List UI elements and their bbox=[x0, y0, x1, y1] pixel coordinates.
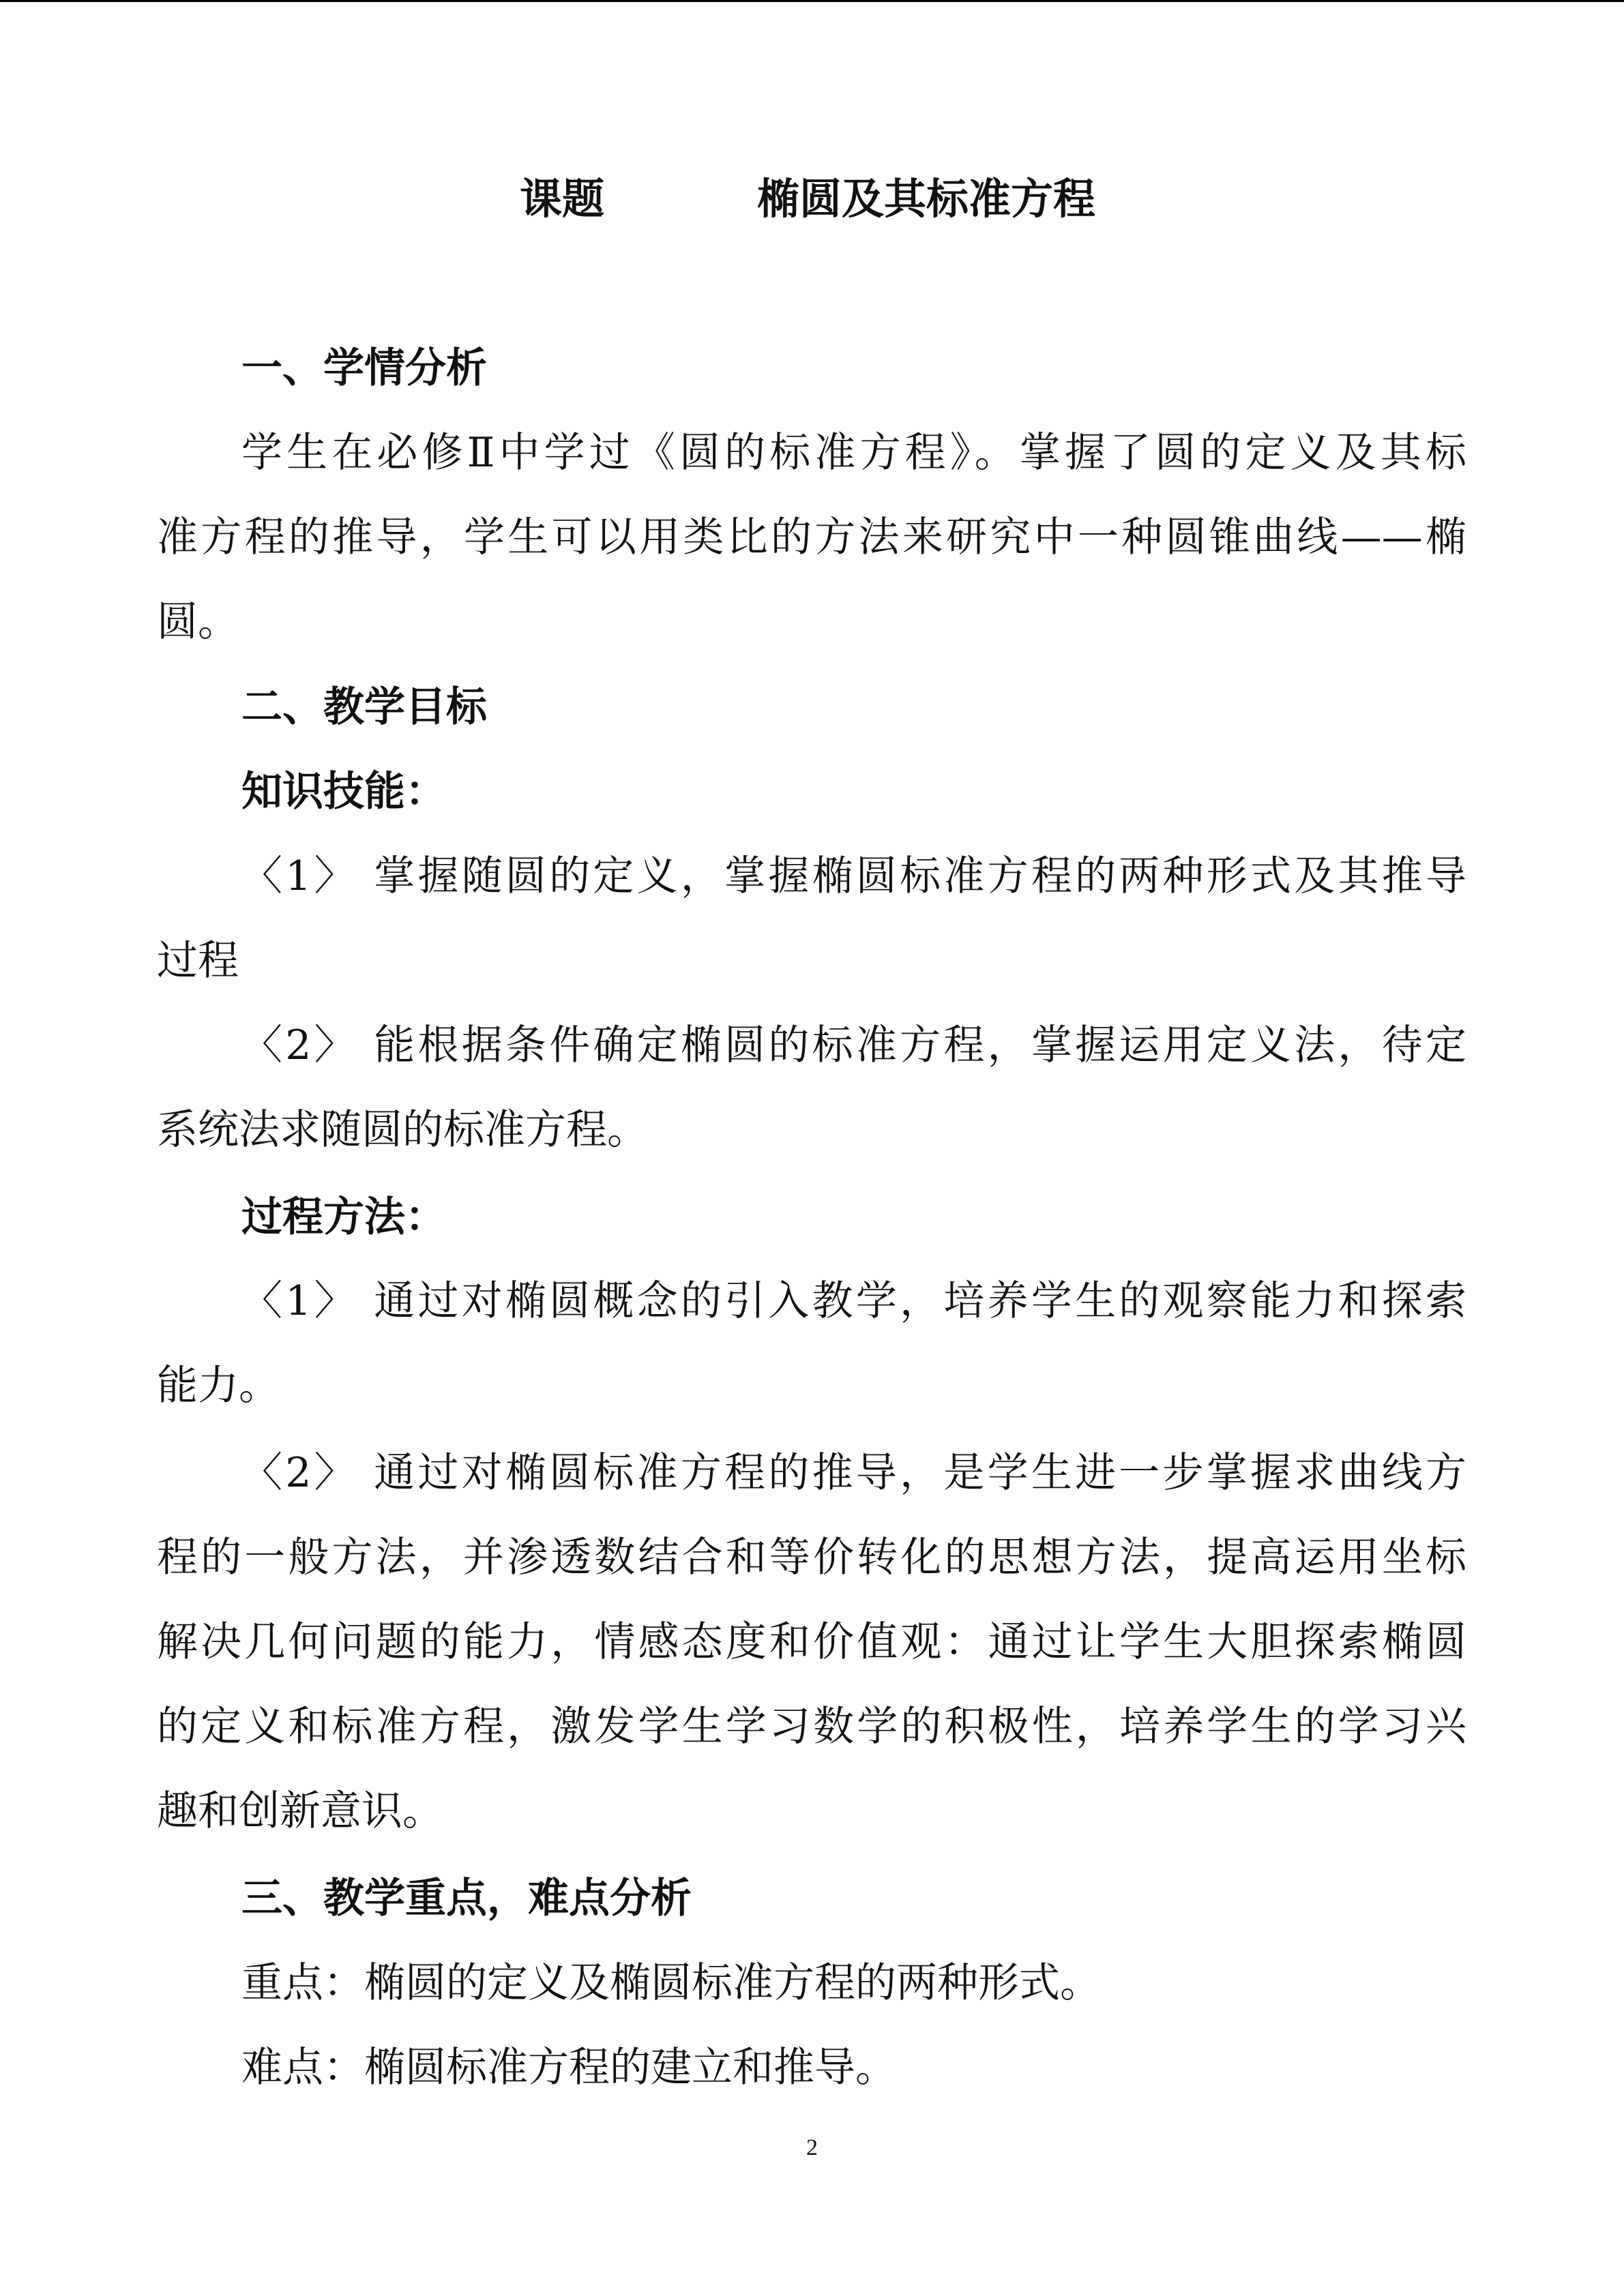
list-item-line: 能力。 bbox=[157, 1362, 280, 1410]
document-title bbox=[157, 158, 1466, 240]
list-item-line: 〈2〉 能根据条件确定椭圆的标准方程，掌握运用定义法，待定 bbox=[241, 1022, 1466, 1069]
list-item-line: 程的一般方法，并渗透数结合和等价转化的思想方法，提高运用坐标 bbox=[157, 1534, 1466, 1581]
list-item-line: 趣和创新意识。 bbox=[157, 1787, 443, 1835]
list-item-line: 过程 bbox=[157, 937, 239, 985]
subheading-process: 过程方法： bbox=[241, 1193, 446, 1241]
list-item-line: 系统法求随圆的标准方程。 bbox=[157, 1106, 648, 1154]
paragraph-line: 圆。 bbox=[157, 598, 239, 646]
list-item-line: 解决几何问题的能力，情感态度和价值观：通过让学生大胆探索椭圆 bbox=[157, 1618, 1466, 1666]
key-point-line: 重点：椭圆的定义及椭圆标准方程的两种形式。 bbox=[241, 1959, 1101, 2007]
page-number: 2 bbox=[806, 2135, 818, 2160]
list-item-line: 的定义和标准方程，激发学生学习数学的积极性，培养学生的学习兴 bbox=[157, 1703, 1466, 1750]
section-heading-1: 一、学情分析 bbox=[241, 344, 487, 392]
title-text: 椭圆及其标准方程 bbox=[757, 174, 1096, 224]
section-heading-3: 三、教学重点，难点分析 bbox=[241, 1875, 692, 1922]
paragraph-line: 准方程的推导，学生可以用类比的方法来研究中一种圆锥曲线——椭 bbox=[157, 513, 1466, 561]
list-item-line: 〈1〉 通过对椭圆概念的引入教学，培养学生的观察能力和探索 bbox=[241, 1277, 1466, 1325]
difficulty-line: 难点：椭圆标准方程的建立和推导。 bbox=[241, 2044, 896, 2091]
section-heading-2: 二、教学目标 bbox=[241, 683, 487, 731]
title-label: 课题 bbox=[520, 174, 605, 224]
list-item-line: 〈2〉 通过对椭圆标准方程的推导，是学生进一步掌握求曲线方 bbox=[241, 1449, 1466, 1497]
page-top-border bbox=[0, 0, 1624, 2]
subheading-knowledge: 知识技能： bbox=[241, 768, 446, 816]
paragraph-line: 学生在必修Ⅱ中学过《圆的标准方程》。掌握了圆的定义及其标 bbox=[241, 429, 1466, 477]
list-item-line: 〈1〉 掌握随圆的定义，掌握椭圆标准方程的两种形式及其推导 bbox=[241, 852, 1466, 900]
